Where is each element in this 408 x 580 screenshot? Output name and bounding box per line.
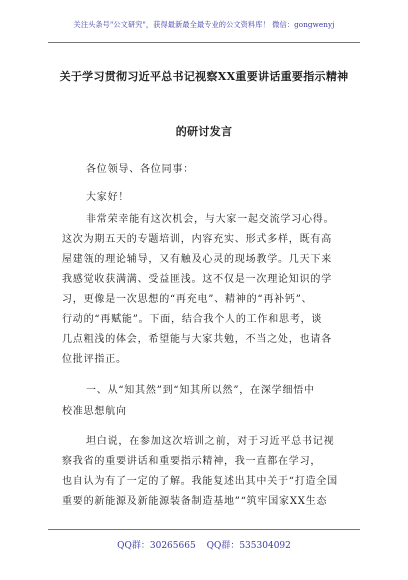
footer-contact — [0, 538, 408, 551]
paragraph-line: 非常荣幸能有这次机会，与大家一起交流学习心得。 — [86, 214, 335, 225]
paragraph-line: 重要的新能源及新能源装备制造基地”“筑牢国家XX生态 — [62, 496, 328, 507]
section-heading-line: 一、从“知其然”到“知其所以然”，在深学细悟中 — [86, 385, 315, 396]
greeting: 大家好！ — [86, 192, 130, 203]
document-title-line-1: 关于学习贯彻习近平总书记视察XX重要讲话重要指示精神 — [59, 70, 349, 83]
paragraph-line: 行动的“再赋能”。下面，结合我个人的工作和思考，谈 — [62, 314, 323, 325]
paragraph-line: 也自认为有了一定的了解。我能复述出其中关于“打造全国 — [62, 476, 338, 487]
salutation: 各位领导、各位同事： — [86, 164, 194, 175]
header-note: 关注头条号"公文研究"，获得最新最全最专业的公文资料库！ 微信：gongwenyj — [73, 20, 335, 29]
paragraph-line: 这次为期五天的专题培训，内容充实、形式多样，既有高 — [62, 234, 332, 245]
section-heading-line: 校准思想航向 — [62, 406, 127, 417]
header-divider — [48, 42, 360, 43]
footer-divider — [48, 529, 360, 530]
paragraph-line: 察我省的重要讲话和重要指示精神，我一直都在学习， — [62, 456, 322, 467]
paragraph-line: 位批评指正。 — [62, 354, 127, 365]
paragraph-line: 屋建瓴的理论辅导，又有触及心灵的现场教学。几天下来 — [62, 254, 332, 265]
footer-qq-group-1: QQ群：30265665 — [117, 541, 196, 551]
document-title-line-2: 的研讨发言 — [175, 125, 233, 138]
paragraph-line: 几点粗浅的体会，希望能与大家共勉，不当之处，也请各 — [62, 334, 332, 345]
footer-qq-group-2: QQ群：535304092 — [206, 541, 291, 551]
paragraph-line: 坦白说，在参加这次培训之前，对于习近平总书记视 — [86, 436, 335, 447]
paragraph-line: 我感觉收获满满、受益匪浅。这不仅是一次理论知识的学 — [62, 274, 332, 285]
paragraph-line: 习，更像是一次思想的“再充电”、精神的“再补钙”、 — [62, 294, 313, 305]
